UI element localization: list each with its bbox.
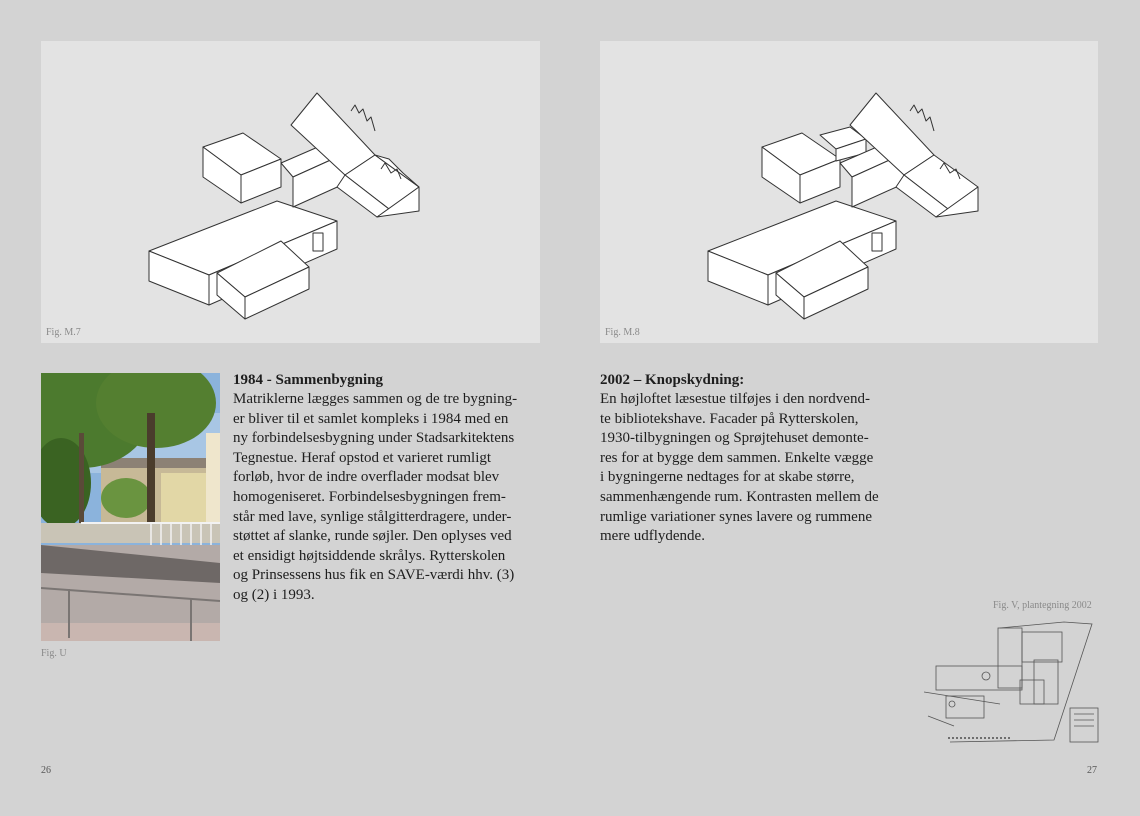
section-body-1984 [233, 390, 517, 606]
text-line: res for at bygge dem sammen. Enkelte vægge [600, 449, 874, 466]
floor-plan-2002 [924, 620, 1100, 746]
text-line: te bibliotekshave. Facader på Rytterskolen, [600, 410, 859, 427]
photo-label: Fig. U [41, 648, 67, 659]
building-axonometric-drawing-2002 [600, 41, 1098, 343]
plan-label: Fig. V, plantegning 2002 [993, 600, 1092, 611]
text-line: et ensidigt højtsiddende skrålys. Rytterskolen [233, 547, 506, 564]
text-line: forløb, hvor de indre overflader modsat blev [233, 469, 500, 486]
text-line: i bygningerne nedtages for at skabe større, [600, 469, 855, 486]
section-heading-1984: 1984 - Sammenbygning [233, 372, 384, 388]
figure-label: Fig. M.7 [46, 327, 81, 338]
text-line: ny forbindelsesbygning under Stadsarkitektens [233, 430, 515, 447]
text-line: mere udflydende. [600, 528, 705, 545]
section-body-2002 [600, 390, 879, 547]
page-number-right: 27 [1087, 765, 1097, 776]
figure-label: Fig. M.8 [605, 327, 640, 338]
text-line: sammenhængende rum. Kontrasten mellem de [600, 488, 879, 505]
section-heading-2002: 2002 – Knopskydning: [600, 372, 745, 388]
text-line: og (2) i 1993. [233, 586, 315, 603]
text-line: rumlige variationer synes lavere og rummene [600, 508, 872, 525]
text-line: er bliver til et samlet kompleks i 1984 med en [233, 410, 509, 427]
building-axonometric-drawing-1984 [41, 41, 540, 343]
street-photo-image [41, 373, 220, 641]
figure-m7-axonometric [41, 41, 540, 343]
text-line: 1930-tilbygningen og Sprøjtehuset demonte- [600, 430, 869, 447]
text-line: En højloftet læsestue tilføjes i den nordvend- [600, 391, 870, 407]
street-photo [41, 373, 220, 641]
text-line: står med lave, synlige stålgitterdragere, under- [233, 508, 512, 525]
figure-m8-axonometric [600, 41, 1098, 343]
text-line: homogeniseret. Forbindelsesbygningen frem- [233, 488, 506, 505]
text-line: støttet af slanke, runde søjler. Den oplyses ved [233, 528, 512, 545]
page-number-left: 26 [41, 765, 51, 776]
text-line: Matriklerne lægges sammen og de tre bygning- [233, 391, 518, 407]
text-line: Tegnestue. Heraf opstod et varieret rumligt [233, 449, 492, 466]
text-line: og Prinsessens hus fik en SAVE-værdi hhv. (3) [233, 567, 515, 584]
